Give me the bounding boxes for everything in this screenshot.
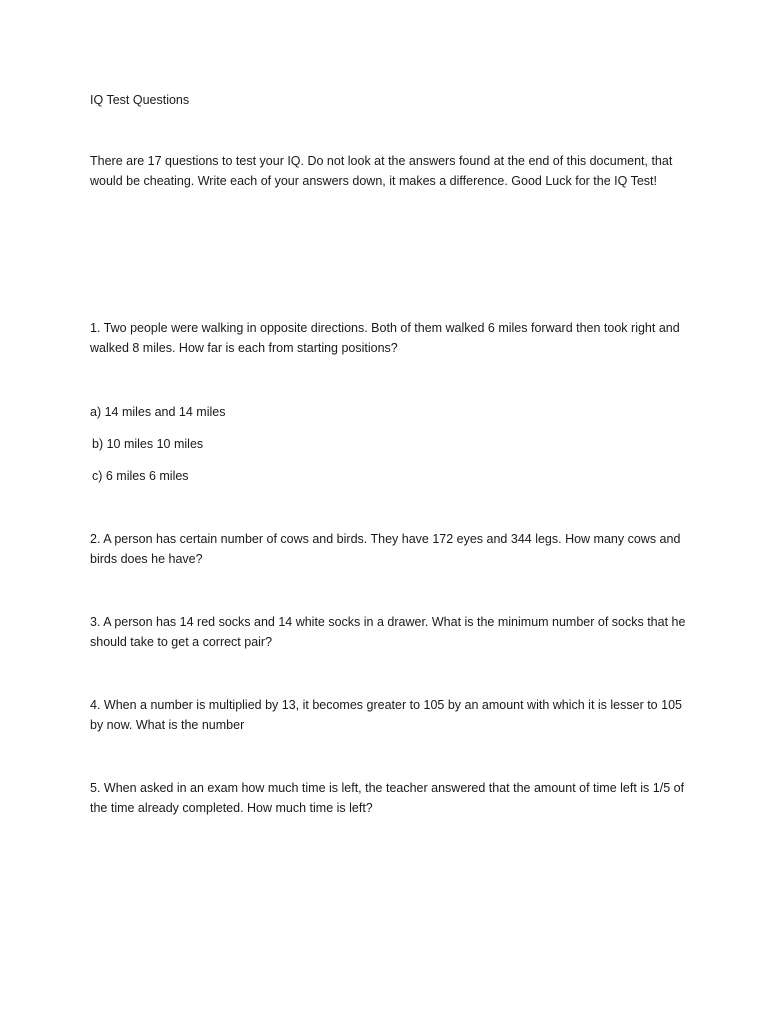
question-5: 5. When asked in an exam how much time is left, the teacher answered that the amount of time left is 1/5 of the time already completed. How much time is left?: [90, 781, 685, 815]
question-1-option-a: a) 14 miles and 14 miles: [90, 405, 226, 419]
intro-paragraph: There are 17 questions to test your IQ. Do not look at the answers found at the end of this document, that would be cheating. Write each of your answers down, it makes a difference. Good Luck for the IQ Test!: [90, 154, 673, 188]
question-1-option-b: b) 10 miles 10 miles: [92, 437, 204, 451]
question-1-option-c: c) 6 miles 6 miles: [92, 469, 189, 483]
document-title: IQ Test Questions: [90, 93, 190, 107]
question-3: 3. A person has 14 red socks and 14 white socks in a drawer. What is the minimum number of socks that he should take to get a correct pair?: [90, 615, 686, 649]
question-4: 4. When a number is multiplied by 13, it becomes greater to 105 by an amount with which it is lesser to 105 by now. What is the number: [90, 698, 682, 732]
question-2: 2. A person has certain number of cows and birds. They have 172 eyes and 344 legs. How many cows and birds does he have?: [90, 532, 681, 566]
question-1: 1. Two people were walking in opposite directions. Both of them walked 6 miles forward then took right and walked 8 miles. How far is each from starting positions?: [90, 321, 680, 355]
